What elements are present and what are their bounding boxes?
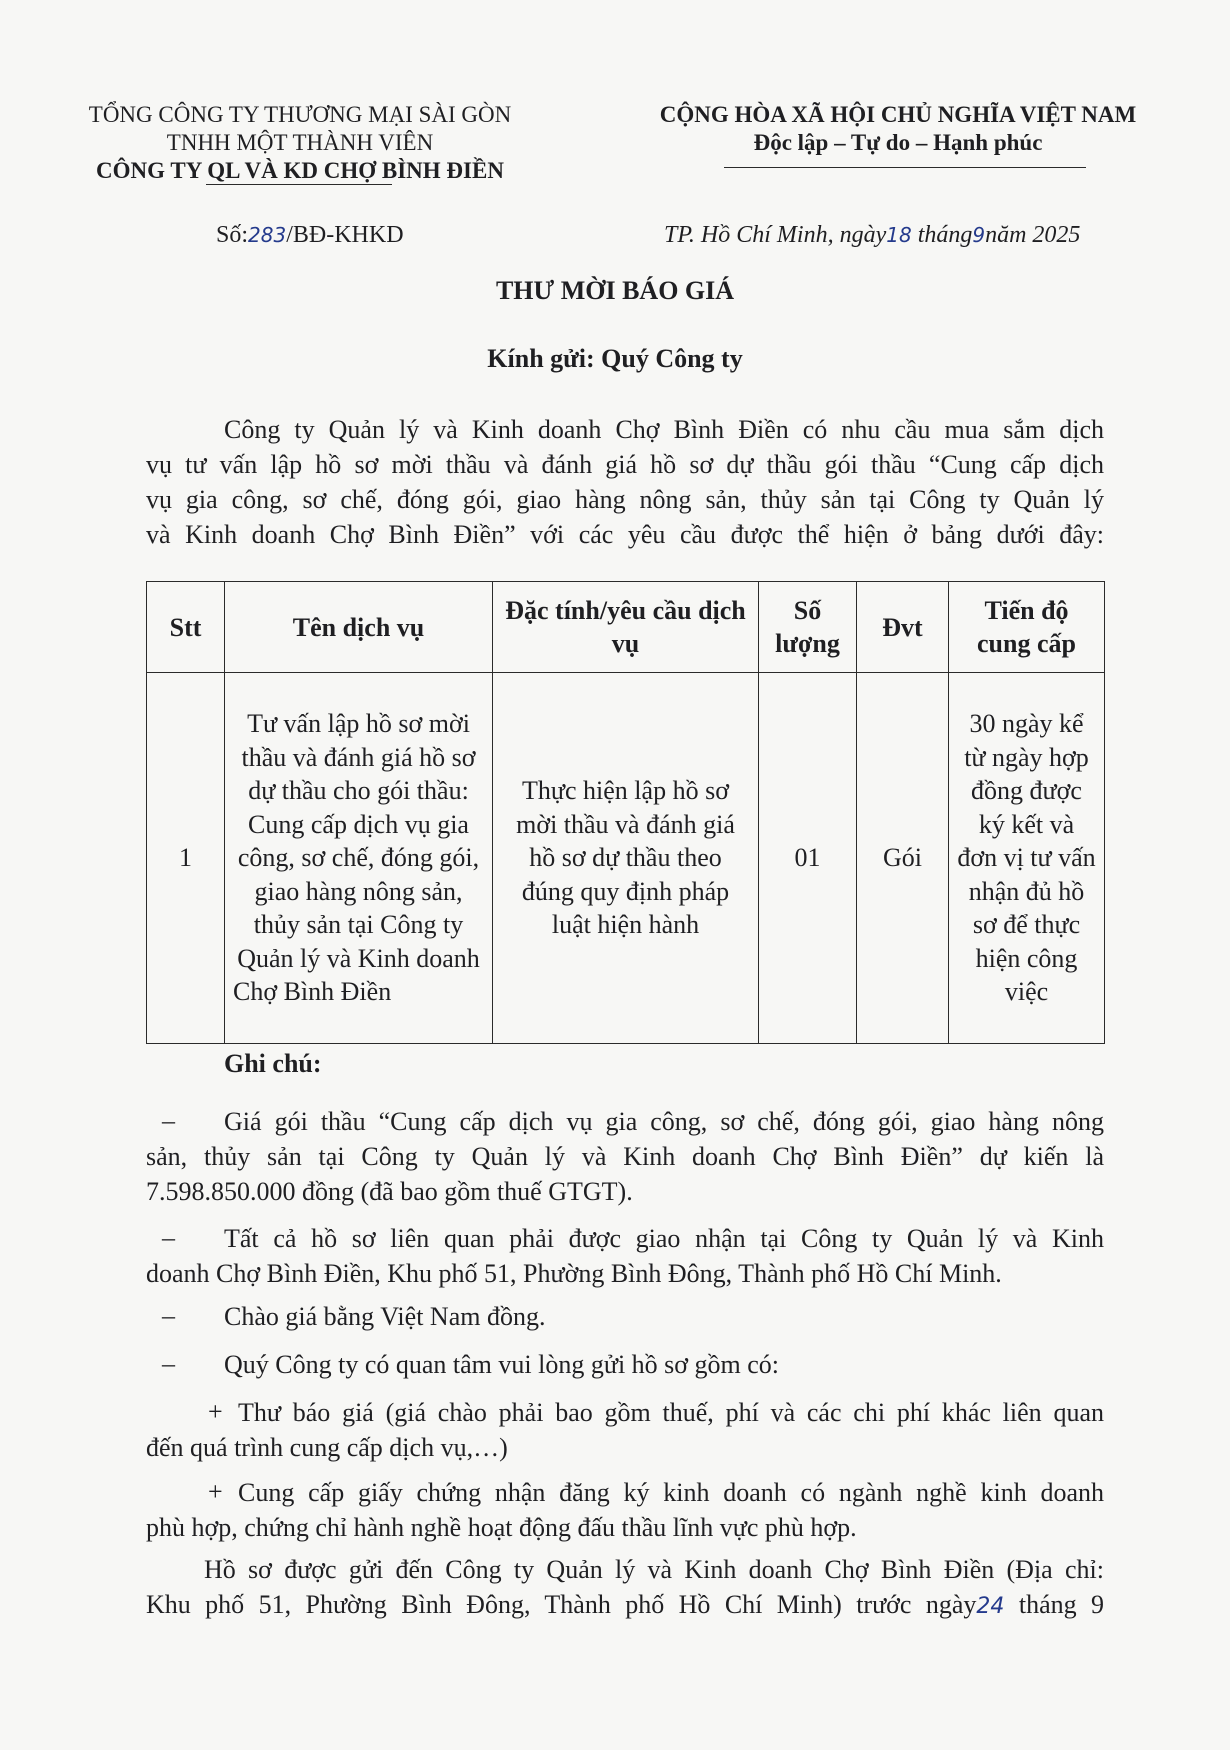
note-line: Tất cả hồ sơ liên quan phải được giao nhận tại Công ty Quản lý và Kinh [224, 1224, 1104, 1253]
note-dash: – [162, 1349, 175, 1378]
cell-schedule: 30 ngày kể từ ngày hợp đồng được ký kết và đơn vị tư vấn nhận đủ hồ sơ để thực hiện công việc [949, 673, 1105, 1044]
date-day-handwritten: 18 [886, 223, 912, 247]
col-header-unit: Đvt [857, 582, 949, 673]
col-header-schedule: Tiến độ cung cấp [949, 582, 1105, 673]
note-price [146, 1104, 1104, 1209]
date-prefix: TP. Hồ Chí Minh, ngày [664, 222, 887, 248]
intro-paragraph [146, 412, 1104, 552]
note-plus: + [208, 1477, 223, 1506]
closing-line [146, 1587, 1104, 1624]
cell-quantity: 01 [759, 673, 857, 1044]
note-documents: Quý Công ty có quan tâm vui lòng gửi hồ sơ gồm có: [224, 1350, 780, 1379]
org-block [80, 101, 520, 185]
nation-motto: Độc lập – Tự do – Hạnh phúc [753, 130, 1043, 155]
note-dash: – [162, 1223, 175, 1252]
note-line: sản, thủy sản tại Công ty Quản lý và Kinh doanh Chợ Bình Điền” dự kiến là [146, 1142, 1104, 1171]
document-date [664, 222, 1080, 249]
doc-no-suffix: /BĐ-KHKD [286, 222, 404, 248]
org-parent-type: TNHH MỘT THÀNH VIÊN [166, 130, 434, 155]
note-currency: Chào giá bằng Việt Nam đồng. [224, 1302, 546, 1331]
cell-service: Tư vấn lập hồ sơ mời thầu và đánh giá hồ sơ dự thầu cho gói thầu: Cung cấp dịch vụ gia công, sơ chế, đóng gói, giao hàng nông sản, thủy sản tại Công ty Quản lý và Kinh doanh Chợ Bình Điền [225, 673, 493, 1044]
note-sub-license [146, 1475, 1104, 1545]
closing-prefix: Khu phố 51, Phường Bình Đông, Thành phố Hồ Chí Minh) trước ngày [146, 1590, 977, 1619]
motto-underline [724, 167, 1086, 168]
note-line: đến quá trình cung cấp dịch vụ,…) [146, 1433, 508, 1462]
note-line: Giá gói thầu “Cung cấp dịch vụ gia công, sơ chế, đóng gói, giao hàng nông [224, 1107, 1104, 1136]
col-header-spec: Đặc tính/yêu cầu dịch vụ [493, 582, 759, 673]
doc-no-handwritten: 283 [248, 223, 287, 247]
closing-day-handwritten: 24 [976, 1594, 1005, 1619]
cell-unit: Gói [857, 673, 949, 1044]
nation-name: CỘNG HÒA XÃ HỘI CHỦ NGHĨA VIỆT NAM [659, 102, 1137, 127]
org-parent-name: TỔNG CÔNG TY THƯƠNG MẠI SÀI GÒN [88, 102, 512, 127]
note-dash: – [162, 1106, 175, 1135]
col-header-service: Tên dịch vụ [225, 582, 493, 673]
service-table [146, 581, 1105, 1044]
intro-line: vụ gia công, sơ chế, đóng gói, giao hàng nông sản, thủy sản tại Công ty Quản lý [146, 485, 1104, 514]
intro-line: Công ty Quản lý và Kinh doanh Chợ Bình Điền có nhu cầu mua sắm dịch [224, 415, 1104, 444]
closing-paragraph [146, 1552, 1104, 1624]
org-company-name: CÔNG TY QL VÀ KD CHỢ BÌNH ĐIỀN [96, 158, 504, 183]
col-header-stt: Stt [147, 582, 225, 673]
notes-title: Ghi chú: [224, 1049, 322, 1078]
salutation: Kính gửi: Quý Công ty [487, 344, 743, 373]
note-line: 7.598.850.000 đồng (đã bao gồm thuế GTGT). [146, 1177, 633, 1206]
note-delivery [146, 1221, 1104, 1291]
col-header-quantity: Số lượng [759, 582, 857, 673]
date-month-handwritten: 9 [972, 223, 986, 247]
intro-line: và Kinh doanh Chợ Bình Điền” với các yêu cầu được thể hiện ở bảng dưới đây: [146, 520, 1104, 549]
note-sub-quote [146, 1395, 1104, 1465]
table-row [147, 673, 1105, 1044]
closing-suffix: tháng 9 [1018, 1590, 1105, 1619]
nation-block [618, 101, 1178, 157]
cell-spec: Thực hiện lập hồ sơ mời thầu và đánh giá hồ sơ dự thầu theo đúng quy định pháp luật hiện hành [493, 673, 759, 1044]
note-dash: – [162, 1301, 175, 1330]
document-title: THƯ MỜI BÁO GIÁ [495, 276, 735, 305]
note-plus: + [208, 1397, 223, 1426]
note-line: Cung cấp giấy chứng nhận đăng ký kinh doanh có ngành nghề kinh doanh [238, 1478, 1104, 1507]
document-number [216, 222, 404, 249]
org-underline [206, 184, 392, 185]
cell-stt: 1 [147, 673, 225, 1044]
date-year: năm 2025 [985, 222, 1081, 248]
closing-line: Hồ sơ được gửi đến Công ty Quản lý và Kinh doanh Chợ Bình Điền (Địa chỉ: [204, 1555, 1104, 1584]
intro-line: vụ tư vấn lập hồ sơ mời thầu và đánh giá hồ sơ dự thầu gói thầu “Cung cấp dịch [146, 450, 1104, 479]
note-line: doanh Chợ Bình Điền, Khu phố 51, Phường Bình Đông, Thành phố Hồ Chí Minh. [146, 1259, 1002, 1288]
doc-no-prefix: Số: [216, 222, 249, 248]
table-header-row [147, 582, 1105, 673]
note-line: Thư báo giá (giá chào phải bao gồm thuế, phí và các chi phí khác liên quan [238, 1398, 1104, 1427]
note-line: phù hợp, chứng chỉ hành nghề hoạt động đấu thầu lĩnh vực phù hợp. [146, 1513, 857, 1542]
date-month-label: tháng [917, 222, 973, 248]
